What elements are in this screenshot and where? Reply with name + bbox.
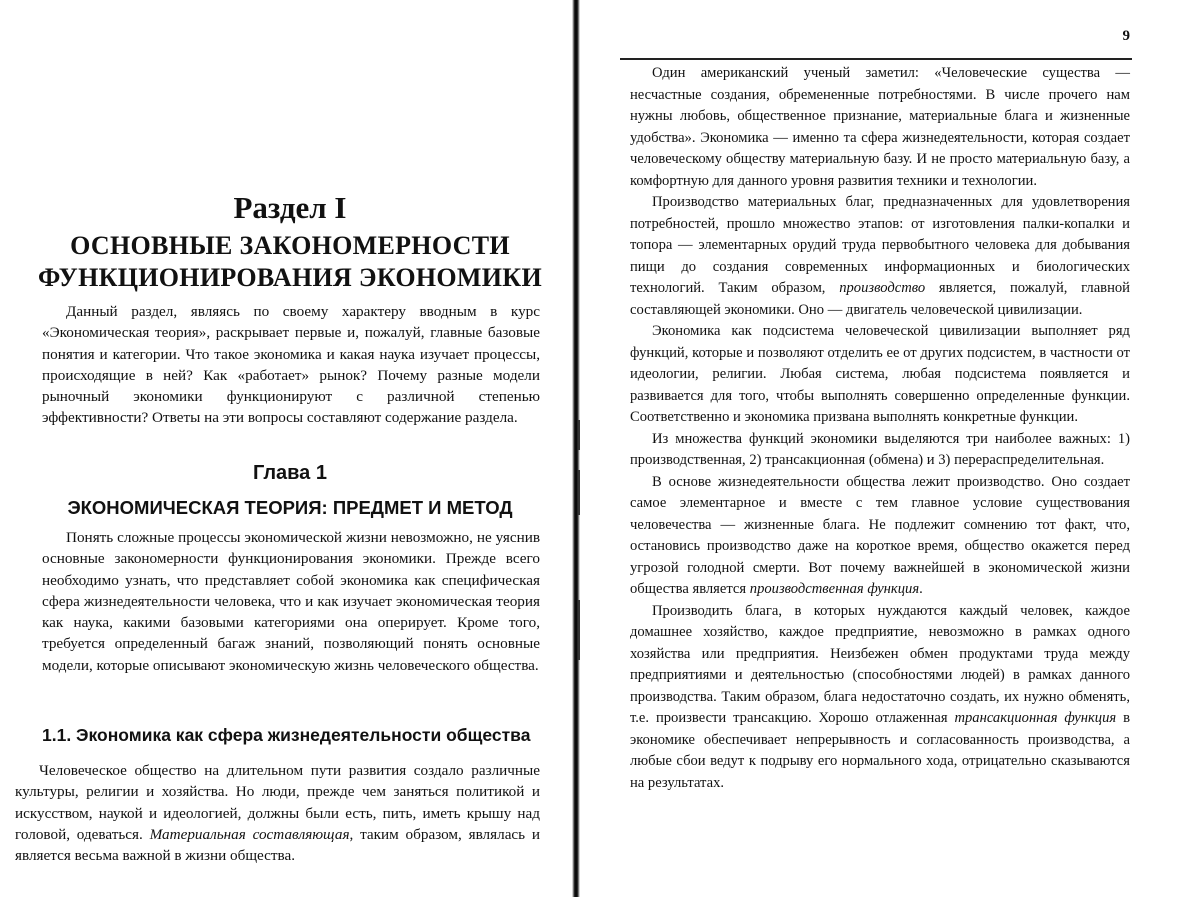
paragraph-5-text-1: В основе жизнедеятельности общества лежит производство. Оно создает самое элементарное и вместе с тем главное условие существования человечества — жизненные блага. Не подлежит сомнению тот факт, что, остановись производство даже на короткое время, общество окажется перед угрозой голодной смерти. Вот почему важнейшей в экономической жизни общества является [630, 473, 1130, 597]
header-rule [620, 58, 1132, 60]
subsection-paragraph [15, 760, 540, 866]
paragraph-6 [630, 601, 1130, 795]
section-heading-line-1: ОСНОВНЫЕ ЗАКОНОМЕРНОСТИ [70, 231, 510, 260]
paragraph-6-text-1: Производить блага, в которых нуждаются каждый человек, каждое домашнее хозяйство, каждое предприятие, невозможно в рамках одного хозяйства или предприятия. Неизбежен обмен продуктами труда между предприятиями и деятельностью (способностями людей) в рамках данного производства. Таким образом, блага недостаточно создать, их нужно обменять, т.е. произвести трансакцию. Хорошо отлаженная [630, 602, 1130, 726]
paragraph-4: Из множества функций экономики выделяются три наиболее важных: 1) производственная, 2) трансакционная (обмена) и 3) перераспределительная. [630, 430, 1130, 468]
paragraph-6-emphasis: трансакционная функция [954, 710, 1117, 726]
paragraph-6-text-2: в экономике обеспечивает непрерывность и согласованность производства, а любые сбои ведут к подрыву его нормального хода, отрицательно сказываются на результатах. [630, 710, 1131, 791]
subsection-title: 1.1. Экономика как сфера жизнедеятельности общества [42, 725, 531, 745]
gutter-mark [578, 600, 580, 660]
gutter-mark [578, 470, 580, 515]
paragraph-2-text-1: Производство материальных благ, предназначенных для удовлетворения потребностей, прошло множество этапов: от изготовления палки-копалки и топора — элементарных орудий труда первобытного человека для добывания пищи до создания современных информационных и биологических технологий. Таким образом, [630, 194, 1130, 296]
paragraph-2-text-2: является, пожалуй, главной составляющей экономики. Оно — двигатель человеческой цивилизации. [630, 280, 1130, 318]
subsection-text-1: Человеческое общество на длительном пути развития создало различные культуры, религии и хозяйства. Но люди, прежде чем заняться политикой и искусством, наукой и идеологией, должны были есть, пить, иметь крышу над головой, одеваться. [15, 762, 540, 843]
chapter-number: Глава 1 [252, 462, 327, 484]
paragraph-2-emphasis: производство [839, 280, 926, 296]
subsection-text-2: , таким образом, являлась и является весьма важной в жизни общества. [15, 825, 540, 865]
chapter-intro: Понять сложные процессы экономической жизни невозможно, не уяснив основные закономерности функционирования экономики. Прежде всего необходимо узнать, что представляет собой экономика как специфическая сфера жизнедеятельности человека, что и как изучает экономическая теория как наука, какими базовыми категориями она оперирует. Кроме того, требуется определенный багаж знаний, позволяющий понять основные модели, которые описывают экономическую жизнь человеческого общества. [42, 529, 540, 674]
chapter-title: ЭКОНОМИЧЕСКАЯ ТЕОРИЯ: ПРЕДМЕТ И МЕТОД [67, 497, 513, 518]
subsection-emphasis: Материальная составляющая [149, 825, 350, 843]
section-heading-line-2: ФУНКЦИОНИРОВАНИЯ ЭКОНОМИКИ [38, 263, 542, 292]
section-title: Раздел I [233, 190, 347, 225]
paragraph-5 [630, 472, 1130, 601]
paragraph-3: Экономика как подсистема человеческой цивилизации выполняет ряд функций, которые и позволяют отделить ее от других подсистем, в частности от идеологии, религии. Любая система, любая подсистема появляется и развивается для того, чтобы выполнять совершенно определенные функции. Соответственно и экономика призвана выполнять конкретные функции. [630, 323, 1130, 425]
paragraph-5-text-2: . [919, 581, 923, 597]
section-intro: Данный раздел, являясь по своему характеру вводным в курс «Экономическая теория», раскрывает первые и, пожалуй, главные базовые понятия и категории. Что такое экономика и какая наука изучает процессы, происходящие в ней? Как «работает» рынок? Почему разные модели рыночный экономики функционируют с различной степенью эффективности? Ответы на эти вопросы составляют содержание раздела. [42, 303, 540, 427]
left-page [0, 0, 576, 897]
right-page-text [630, 63, 1130, 794]
paragraph-5-emphasis: производственная функция [749, 581, 920, 597]
paragraph-1: Один американский ученый заметил: «Человеческие существа — несчастные создания, обремененные потребностями. В числе прочего нам нужны любовь, общественное признание, материальные блага и жизненные удобства». Экономика — именно та сфера жизнедеятельности, которая создает человеческому обществу материальную базу. И не просто материальную базу, а комфортную для данного уровня развития техники и технологии. [630, 65, 1130, 189]
gutter-mark [578, 420, 580, 450]
paragraph-2 [630, 192, 1130, 321]
page-number: 9 [1122, 28, 1130, 44]
section-heading [30, 230, 550, 294]
